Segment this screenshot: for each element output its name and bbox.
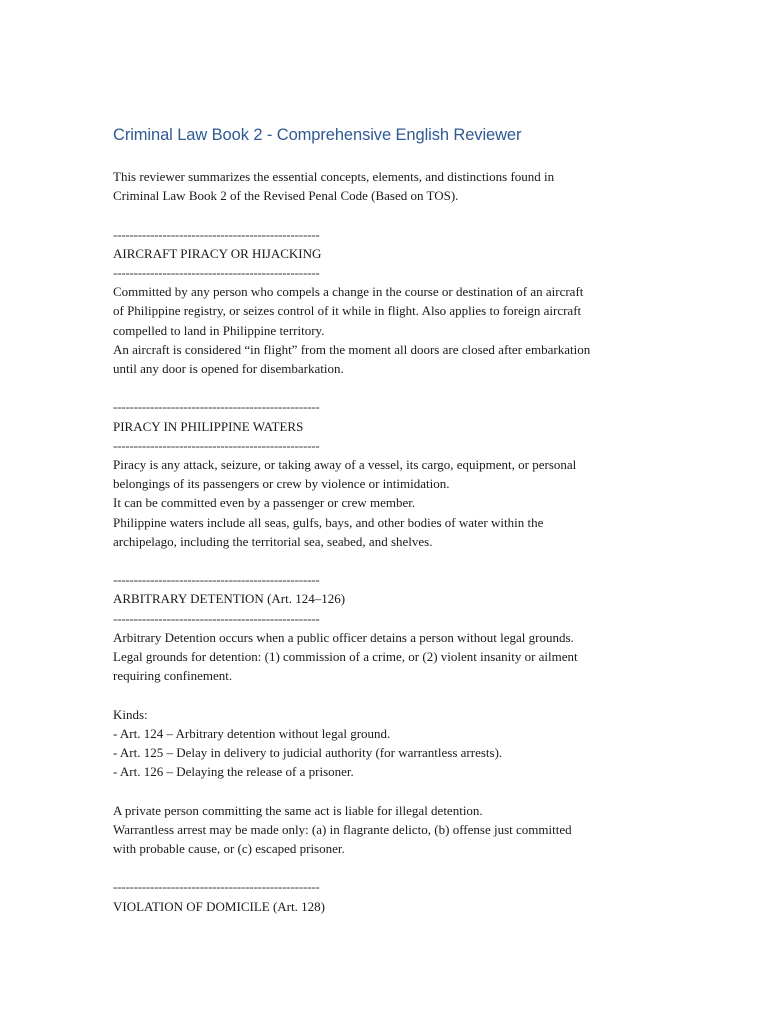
body-line: Philippine waters include all seas, gulfs, bays, and other bodies of water within the bbox=[113, 514, 544, 530]
document-title: Criminal Law Book 2 - Comprehensive English Reviewer bbox=[113, 126, 522, 144]
body-line: until any door is opened for disembarkation. bbox=[113, 361, 344, 377]
paragraph-gap bbox=[113, 685, 673, 704]
intro-line: Criminal Law Book 2 of the Revised Penal Code (Based on TOS). bbox=[113, 188, 459, 204]
section-heading: PIRACY IN PHILIPPINE WATERS bbox=[113, 418, 304, 434]
sections-container bbox=[113, 205, 673, 915]
body-line: requiring confinement. bbox=[113, 668, 233, 684]
separator-rule: -------------------------------------------------- bbox=[113, 437, 320, 453]
intro-line: This reviewer summarizes the essential concepts, elements, and distinctions found in bbox=[113, 169, 555, 184]
paragraph-gap bbox=[113, 781, 673, 800]
body-line: - Art. 125 – Delay in delivery to judicial authority (for warrantless arrests). bbox=[113, 745, 503, 761]
section-body bbox=[113, 282, 673, 378]
separator-rule: -------------------------------------------------- bbox=[113, 399, 320, 415]
body-line: Piracy is any attack, seizure, or taking away of a vessel, its cargo, equipment, or personal bbox=[113, 457, 577, 473]
section-body bbox=[113, 455, 673, 551]
body-line: - Art. 126 – Delaying the release of a prisoner. bbox=[113, 764, 354, 780]
body-line: belongings of its passengers or crew by violence or intimidation. bbox=[113, 476, 450, 492]
section-gap bbox=[113, 205, 673, 224]
body-line: Kinds: bbox=[113, 706, 148, 722]
document-page bbox=[113, 125, 673, 916]
body-line: It can be committed even by a passenger or crew member. bbox=[113, 495, 416, 511]
section-gap bbox=[113, 551, 673, 570]
section-heading: ARBITRARY DETENTION (Art. 124–126) bbox=[113, 591, 346, 607]
section-heading: AIRCRAFT PIRACY OR HIJACKING bbox=[113, 245, 322, 261]
body-line: Legal grounds for detention: (1) commission of a crime, or (2) violent insanity or ailment bbox=[113, 649, 578, 665]
section-gap bbox=[113, 378, 673, 397]
separator-rule: -------------------------------------------------- bbox=[113, 265, 320, 280]
intro-paragraph bbox=[113, 167, 673, 205]
separator-rule: -------------------------------------------------- bbox=[113, 879, 320, 895]
body-line: An aircraft is considered “in flight” from the moment all doors are closed after embarkation bbox=[113, 341, 591, 357]
body-line: with probable cause, or (c) escaped prisoner. bbox=[113, 841, 345, 857]
body-line: - Art. 124 – Arbitrary detention without legal ground. bbox=[113, 725, 391, 741]
body-line: of Philippine registry, or seizes control of it while in flight. Also applies to foreign aircraft bbox=[113, 303, 582, 319]
body-line: Committed by any person who compels a change in the course or destination of an aircraft bbox=[113, 284, 584, 300]
body-line: compelled to land in Philippine territory. bbox=[113, 322, 325, 338]
separator-rule: -------------------------------------------------- bbox=[113, 226, 320, 242]
separator-rule: -------------------------------------------------- bbox=[113, 572, 320, 588]
body-line: A private person committing the same act is liable for illegal detention. bbox=[113, 802, 483, 818]
separator-rule: -------------------------------------------------- bbox=[113, 610, 320, 626]
body-line: Warrantless arrest may be made only: (a) in flagrante delicto, (b) offense just committed bbox=[113, 821, 572, 837]
body-line: archipelago, including the territorial sea, seabed, and shelves. bbox=[113, 533, 433, 549]
section-heading: VIOLATION OF DOMICILE (Art. 128) bbox=[113, 898, 325, 914]
section-gap bbox=[113, 858, 673, 877]
body-line: Arbitrary Detention occurs when a public officer detains a person without legal grounds. bbox=[113, 629, 574, 645]
section-body bbox=[113, 628, 673, 858]
